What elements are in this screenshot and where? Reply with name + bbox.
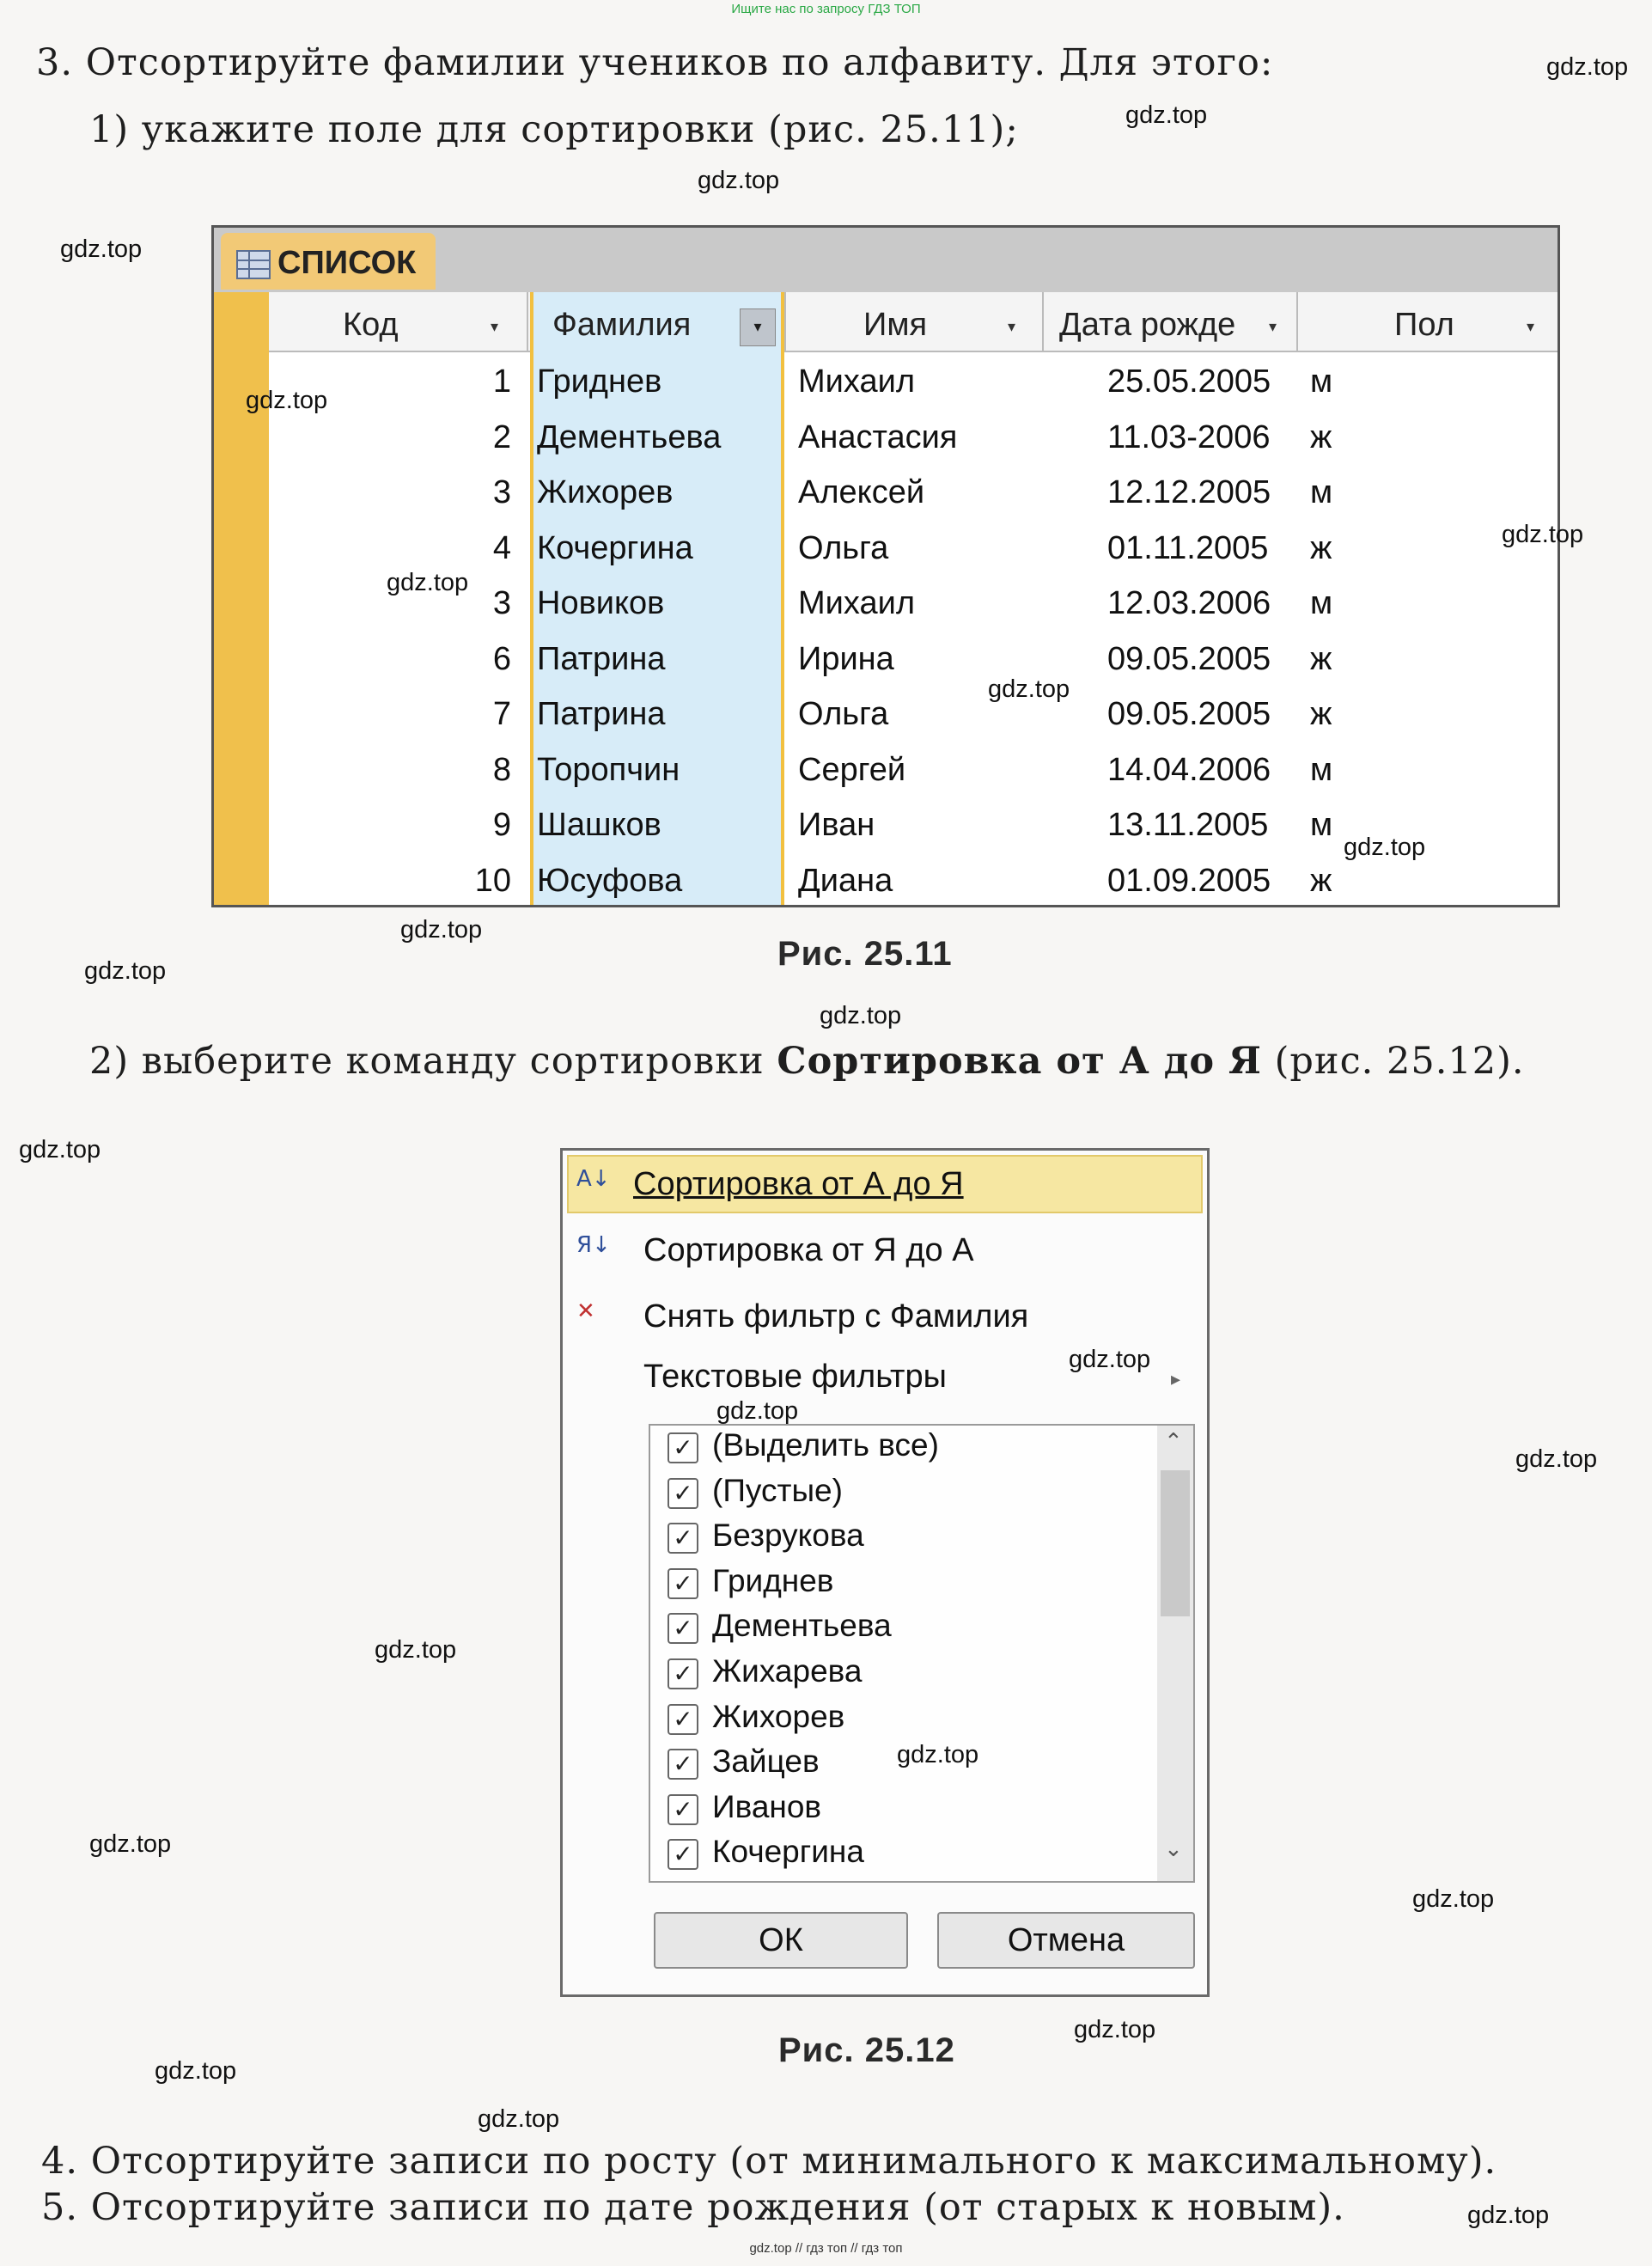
checkbox-checked-icon[interactable]: ✓	[668, 1568, 698, 1599]
column-header-name[interactable]: Имя	[863, 307, 928, 343]
filter-checkbox-label: Дементьева	[712, 1608, 892, 1644]
cell-name[interactable]: Анастасия	[798, 418, 958, 455]
cell-surname[interactable]: Дементьева	[537, 418, 722, 455]
cell-birthdate[interactable]: 13.11.2005	[1107, 807, 1269, 843]
cell-surname[interactable]: Торопчин	[537, 751, 680, 788]
checkbox-checked-icon[interactable]: ✓	[668, 1658, 698, 1689]
column-header-code[interactable]: Код	[343, 307, 399, 343]
watermark: gdz.top	[246, 387, 328, 414]
cell-code[interactable]: 6	[492, 640, 511, 677]
filter-checkbox-label: Жихорев	[712, 1698, 845, 1734]
cell-sex[interactable]: м	[1310, 474, 1333, 510]
cell-sex[interactable]: ж	[1310, 862, 1332, 899]
watermark: gdz.top	[1344, 834, 1426, 861]
dropdown-arrow-icon[interactable]: ▾	[1269, 318, 1277, 336]
watermark: gdz.top	[716, 1397, 799, 1425]
menu-item-sort-az[interactable]: Сортировка от А до Я	[633, 1166, 964, 1202]
task-5-text: Отсортируйте записи по дате рождения (от старых к новым).	[90, 2186, 1345, 2229]
filter-dropdown-button[interactable]: ▾	[740, 308, 776, 346]
watermark: gdz.top	[478, 2105, 560, 2133]
cell-birthdate[interactable]: 01.11.2005	[1107, 529, 1269, 566]
filter-checkbox-label: Иванов	[712, 1788, 822, 1824]
checkbox-checked-icon[interactable]: ✓	[668, 1523, 698, 1554]
cell-code[interactable]: 3	[492, 474, 511, 510]
scrollbar-thumb[interactable]	[1161, 1470, 1190, 1616]
cell-surname[interactable]: Кочергина	[537, 529, 693, 566]
column-divider	[527, 292, 528, 351]
figure-25-11-caption: Рис. 25.11	[777, 935, 953, 973]
menu-item-clear-filter[interactable]: Снять фильтр с Фамилия	[643, 1298, 1029, 1335]
watermark: gdz.top	[897, 1741, 979, 1768]
watermark: gdz.top	[19, 1136, 101, 1164]
cell-birthdate[interactable]: 12.12.2005	[1107, 474, 1271, 510]
sort-ascending-icon: A↓	[576, 1166, 611, 1192]
menu-item-sort-za[interactable]: Сортировка от Я до А	[643, 1232, 974, 1268]
task-3-number: 3.	[36, 41, 74, 84]
cell-sex[interactable]: м	[1310, 751, 1333, 788]
watermark: gdz.top	[375, 1636, 457, 1664]
filter-checkbox-item[interactable]	[668, 1608, 1149, 1652]
watermark: gdz.top	[1515, 1445, 1598, 1473]
filter-checkbox-label: Жихарева	[712, 1653, 863, 1689]
checkbox-checked-icon[interactable]: ✓	[668, 1613, 698, 1644]
column-header-birthdate[interactable]: Дата рожде	[1059, 307, 1236, 343]
column-divider	[1296, 292, 1298, 351]
watermark: gdz.top	[400, 916, 483, 944]
step-2-command: Сортировка от А до Я	[777, 1040, 1262, 1083]
cell-birthdate[interactable]: 01.09.2005	[1107, 862, 1271, 899]
task-4-number: 4.	[41, 2140, 79, 2183]
table-row[interactable]	[214, 863, 1560, 908]
filter-value-list[interactable]	[649, 1424, 1195, 1883]
cell-birthdate[interactable]: 14.04.2006	[1107, 751, 1271, 788]
access-table-window	[211, 225, 1560, 907]
task-3-text: Отсортируйте фамилии учеников по алфавиту. Для этого:	[85, 41, 1274, 84]
cell-code[interactable]: 4	[492, 529, 511, 566]
footer-link[interactable]: gdz.top // гдз топ // гдз топ	[749, 2241, 903, 2256]
cell-code[interactable]: 7	[492, 696, 511, 732]
cell-sex[interactable]: м	[1310, 363, 1333, 400]
task-3-step-2	[89, 1040, 1525, 1083]
cell-surname[interactable]: Патрина	[537, 640, 666, 677]
column-header-sex[interactable]: Пол	[1394, 307, 1454, 343]
watermark: gdz.top	[387, 569, 469, 596]
task-4-line	[41, 2140, 1497, 2183]
cell-surname[interactable]: Новиков	[537, 585, 665, 621]
watermark: gdz.top	[84, 957, 167, 985]
watermark: gdz.top	[89, 1830, 172, 1858]
cell-name[interactable]: Диана	[798, 862, 893, 899]
task-3-step-1: 1) укажите поле для сортировки (рис. 25.11);	[89, 108, 1019, 151]
cell-code[interactable]: 2	[492, 418, 511, 455]
header-link[interactable]: Ищите нас по запросу ГДЗ ТОП	[731, 2, 921, 16]
cell-sex[interactable]: ж	[1310, 418, 1332, 455]
step-2-suffix: (рис. 25.12).	[1274, 1040, 1525, 1083]
watermark: gdz.top	[1502, 521, 1584, 548]
dropdown-arrow-icon[interactable]: ▾	[1008, 318, 1016, 336]
cell-surname[interactable]: Жихорев	[537, 474, 674, 510]
cell-sex[interactable]: м	[1310, 585, 1333, 621]
filter-checkbox-item[interactable]	[668, 1834, 1149, 1878]
figure-25-12-caption: Рис. 25.12	[778, 2031, 955, 2069]
cell-name[interactable]: Ирина	[798, 640, 894, 677]
filter-checkbox-label: Кочергина	[712, 1834, 864, 1870]
table-icon	[236, 250, 271, 279]
cell-surname[interactable]: Гриднев	[537, 363, 662, 400]
cell-birthdate[interactable]: 09.05.2005	[1107, 640, 1271, 677]
cancel-button[interactable]: Отмена	[937, 1912, 1195, 1969]
watermark: gdz.top	[820, 1002, 902, 1029]
watermark: gdz.top	[60, 235, 143, 263]
table-tab[interactable]	[221, 233, 436, 290]
watermark: gdz.top	[1125, 101, 1208, 129]
table-row[interactable]	[214, 419, 1560, 471]
scroll-up-icon[interactable]: ⌃	[1164, 1429, 1183, 1455]
cell-name[interactable]: Сергей	[798, 751, 906, 788]
checkbox-checked-icon[interactable]: ✓	[668, 1794, 698, 1825]
filter-checkbox-item[interactable]	[668, 1427, 1149, 1472]
cell-birthdate[interactable]: 12.03.2006	[1107, 585, 1271, 621]
cell-name[interactable]: Алексей	[798, 474, 925, 510]
filter-checkbox-item[interactable]	[668, 1473, 1149, 1518]
cell-name[interactable]: Ольга	[798, 696, 889, 732]
submenu-arrow-icon: ▸	[1171, 1369, 1181, 1390]
dropdown-arrow-icon[interactable]: ▾	[491, 318, 499, 336]
sort-filter-menu	[560, 1148, 1210, 1997]
task-3-line	[36, 41, 1273, 84]
cell-code[interactable]: 3	[492, 585, 511, 621]
cell-surname[interactable]: Патрина	[537, 696, 666, 732]
filter-checkbox-item[interactable]	[668, 1653, 1149, 1698]
cell-code[interactable]: 10	[474, 862, 511, 899]
column-divider	[784, 292, 786, 351]
watermark: gdz.top	[1074, 2016, 1156, 2043]
checkbox-checked-icon[interactable]: ✓	[668, 1704, 698, 1735]
filter-checkbox-label: Гриднев	[712, 1562, 834, 1598]
clear-filter-icon: ✕	[576, 1298, 595, 1324]
filter-checkbox-item[interactable]	[668, 1518, 1149, 1562]
column-divider	[1042, 292, 1044, 351]
task-5-line	[41, 2186, 1345, 2229]
filter-checkbox-label: (Пустые)	[712, 1472, 843, 1508]
checkbox-checked-icon[interactable]: ✓	[668, 1749, 698, 1780]
filter-checkbox-label: Зайцев	[712, 1744, 820, 1780]
checkbox-checked-icon[interactable]: ✓	[668, 1839, 698, 1870]
menu-item-text-filters[interactable]: Текстовые фильтры	[643, 1359, 947, 1395]
cell-name[interactable]: Михаил	[798, 585, 915, 621]
ok-button[interactable]: ОК	[654, 1912, 908, 1969]
cell-birthdate[interactable]: 09.05.2005	[1107, 696, 1271, 732]
table-tab-label: СПИСОК	[277, 245, 417, 281]
scroll-down-icon[interactable]: ⌄	[1164, 1836, 1183, 1862]
watermark: gdz.top	[1546, 53, 1629, 81]
cell-name[interactable]: Михаил	[798, 363, 915, 400]
table-row[interactable]	[214, 752, 1560, 803]
cell-birthdate[interactable]: 11.03-2006	[1107, 418, 1271, 455]
cell-surname[interactable]: Шашков	[537, 807, 661, 843]
watermark: gdz.top	[1069, 1346, 1151, 1373]
cell-birthdate[interactable]: 25.05.2005	[1107, 363, 1271, 400]
cell-sex[interactable]: ж	[1310, 529, 1332, 566]
watermark: gdz.top	[1412, 1885, 1495, 1913]
dropdown-arrow-icon[interactable]: ▾	[1527, 318, 1535, 336]
column-header-surname[interactable]: Фамилия	[552, 307, 692, 343]
filter-checkbox-item[interactable]	[668, 1563, 1149, 1608]
cell-name[interactable]: Иван	[798, 807, 875, 843]
cell-code[interactable]: 8	[492, 751, 511, 788]
task-5-number: 5.	[41, 2186, 79, 2229]
sort-descending-icon: Я↓	[576, 1232, 611, 1258]
list-scrollbar[interactable]	[1157, 1426, 1193, 1881]
cell-sex[interactable]: м	[1310, 807, 1333, 843]
table-row[interactable]	[214, 696, 1560, 748]
cell-sex[interactable]: ж	[1310, 640, 1332, 677]
filter-checkbox-label: Безрукова	[712, 1518, 864, 1554]
watermark: gdz.top	[1467, 2202, 1550, 2229]
checkbox-checked-icon[interactable]: ✓	[668, 1478, 698, 1509]
checkbox-checked-icon[interactable]: ✓	[668, 1432, 698, 1463]
filter-checkbox-item[interactable]	[668, 1789, 1149, 1834]
task-4-text: Отсортируйте записи по росту (от минимального к максимальному).	[90, 2140, 1497, 2183]
table-row[interactable]	[214, 474, 1560, 526]
watermark: gdz.top	[988, 675, 1070, 703]
watermark: gdz.top	[698, 167, 780, 194]
table-row[interactable]	[214, 641, 1560, 693]
filter-checkbox-item[interactable]	[668, 1699, 1149, 1744]
step-2-prefix: 2) выберите команду сортировки	[89, 1040, 765, 1083]
watermark: gdz.top	[155, 2057, 237, 2085]
cell-surname[interactable]: Юсуфова	[537, 862, 683, 899]
cell-sex[interactable]: ж	[1310, 696, 1332, 732]
cell-name[interactable]: Ольга	[798, 529, 889, 566]
table-row[interactable]	[214, 363, 1560, 415]
filter-checkbox-label: (Выделить все)	[712, 1427, 939, 1463]
cell-code[interactable]: 9	[492, 807, 511, 843]
cell-code[interactable]: 1	[492, 363, 511, 400]
